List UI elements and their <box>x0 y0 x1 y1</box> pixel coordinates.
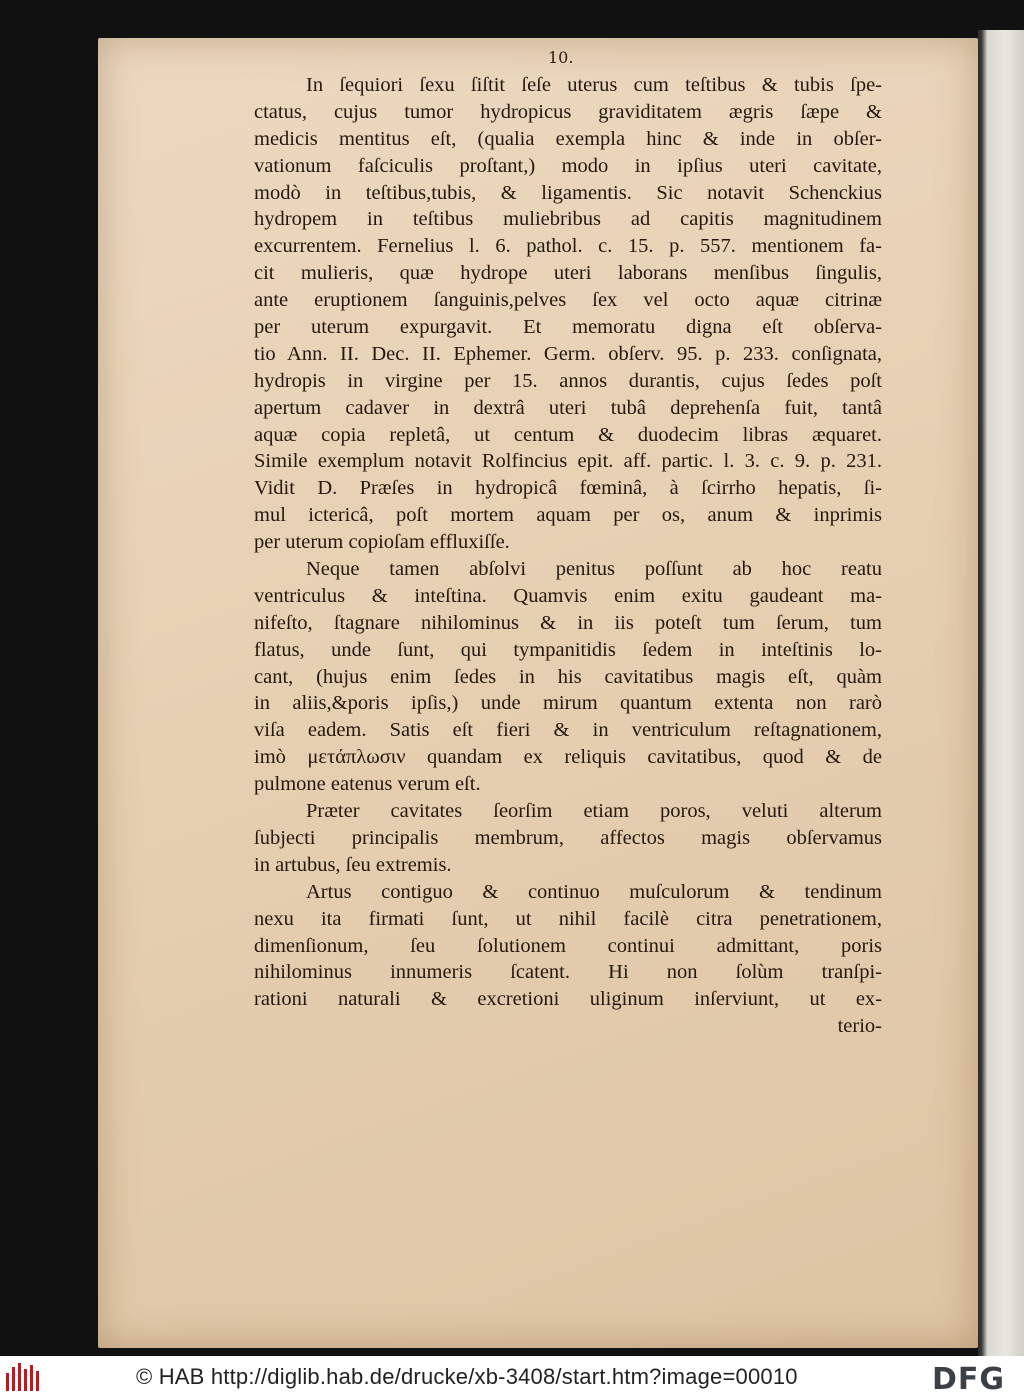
text-line: nifeſto, ſtagnare nihilominus & in iis poteſt tum ſerum, tum <box>254 611 882 634</box>
text-line: vationum faſciculis proſtant,) modo in ipſius uteri cavitate, <box>254 154 882 177</box>
text-line: medicis mentitus eſt, (qualia exempla hinc & inde in obſer- <box>254 127 882 150</box>
text-line: modò in teſtibus,tubis, & ligamentis. Sic notavit Schenckius <box>254 181 882 204</box>
text-line: ſubjecti principalis membrum, affectos magis obſervamus <box>254 826 882 849</box>
text-line: in artubus, ſeu extremis. <box>254 853 452 876</box>
text-line: In ſequiori ſexu ſiſtit ſeſe uterus cum teſtibus & tubis ſpe- <box>306 74 882 96</box>
dfg-logo: DFG <box>932 1362 1006 1397</box>
text-line: terio- <box>837 1015 882 1038</box>
text-line: cit mulieris, quæ hydrope uteri laborans menſibus ſingulis, <box>254 262 882 285</box>
text-line: per uterum copioſam effluxiſſe. <box>254 531 510 554</box>
text-line: Vidit D. Præſes in hydropicâ fœminâ, à ſcirrho hepatis, ſi- <box>254 477 882 500</box>
text-line: ventriculus & inteſtina. Quamvis enim exitu gaudeant ma- <box>254 584 882 607</box>
text-line: Artus contiguo & continuo muſculorum & tendinum <box>306 880 882 903</box>
text-line: cant, (hujus enim ſedes in his cavitatibus magis eſt, quàm <box>254 665 882 688</box>
hab-logo-icon <box>6 1363 40 1391</box>
text-line: nihilominus innumeris ſcatent. Hi non ſolùm tranſpi- <box>254 961 882 984</box>
text-line: aquæ copia repletâ, ut centum & duodecim libras æquaret. <box>254 423 882 446</box>
page-text <box>254 72 882 1040</box>
text-line: Neque tamen abſolvi penitus poſſunt ab hoc reatu <box>306 558 882 581</box>
text-line: hydropis in virgine per 15. annos durantis, cujus ſedes poſt <box>254 369 882 392</box>
page-number: 10. <box>548 48 574 67</box>
text-line: ctatus, cujus tumor hydropicus graviditatem ægris ſæpe & <box>254 100 882 123</box>
text-line: rationi naturali & excretioni uliginum inſerviunt, ut ex- <box>254 988 882 1011</box>
text-line: nexu ita firmati ſunt, ut nihil facilè citra penetrationem, <box>254 907 882 930</box>
text-line: in aliis,&poris ipſis,) unde mirum quantum extenta non rarò <box>254 692 882 715</box>
text-line: tio Ann. II. Dec. II. Ephemer. Germ. obſerv. 95. p. 233. conſignata, <box>254 342 882 365</box>
text-line: Præter cavitates ſeorſim etiam poros, veluti alterum <box>306 800 882 823</box>
text-line: imò μετάπλωσιν quandam ex reliquis cavitatibus, quod & de <box>254 746 882 769</box>
text-line: per uterum expurgavit. Et memoratu digna eſt obſerva- <box>254 316 882 339</box>
text-line: ante eruptionem ſanguinis,pelves ſex vel octo aquæ citrinæ <box>254 289 882 312</box>
copyright-url: © HAB http://diglib.hab.de/drucke/xb-3408/start.htm?image=00010 <box>136 1364 798 1389</box>
text-line: flatus, unde ſunt, qui tympanitidis ſedem in inteſtinis lo- <box>254 638 882 661</box>
facing-page-edge <box>978 30 1024 1356</box>
text-line: apertum cadaver in dextrâ uteri tubâ deprehenſa fuit, tantâ <box>254 396 882 419</box>
text-line: Simile exemplum notavit Rolfincius epit. aff. partic. l. 3. c. 9. p. 231. <box>254 450 882 473</box>
text-line: mul ictericâ, poſt mortem aquam per os, anum & inprimis <box>254 504 882 527</box>
text-line: dimenſionum, ſeu ſolutionem continui admittant, poris <box>254 934 882 957</box>
text-line: hydropem in teſtibus muliebribus ad capitis magnitudinem <box>254 208 882 231</box>
text-line: pulmone eatenus verum eſt. <box>254 773 481 796</box>
text-line: viſa eadem. Satis eſt fieri & in ventriculum reſtagnationem, <box>254 719 882 742</box>
text-line: excurrentem. Fernelius l. 6. pathol. c. 15. p. 557. mentionem fa- <box>254 235 882 258</box>
footer-bar <box>0 1356 1024 1398</box>
